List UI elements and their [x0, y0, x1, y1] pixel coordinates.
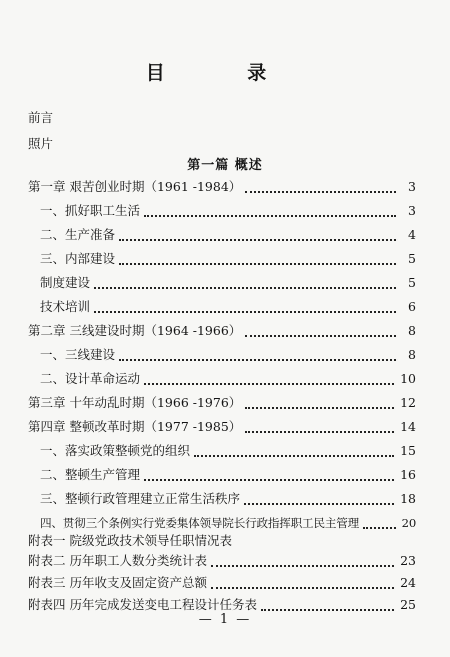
- toc-entry-label: 二、设计革命运动: [40, 371, 141, 386]
- leader-dots: [244, 491, 394, 505]
- toc-entry-label: 制度建设: [40, 275, 91, 290]
- toc-entry-appendix-3: [28, 574, 416, 592]
- toc-entry-label: 第三章 十年动乱时期（1966 -1976）: [28, 395, 242, 410]
- leader-dots: [144, 203, 396, 217]
- toc-entry: [40, 226, 416, 244]
- leader-dots: [245, 179, 396, 193]
- toc-entry-label: 附表四 历年完成发送变电工程设计任务表: [28, 597, 257, 612]
- toc-entry-page: 12: [400, 395, 416, 410]
- toc-entry: [40, 274, 416, 292]
- toc-entry-page: 15: [400, 443, 416, 458]
- leader-dots: [119, 251, 396, 265]
- leader-dots: [119, 227, 396, 241]
- leader-dots: [194, 443, 394, 457]
- toc-entry-label: 一、落实政策整顿党的组织: [40, 443, 191, 458]
- toc-entry-chapter-1: [28, 178, 416, 196]
- toc-entry-page: 4: [408, 227, 416, 242]
- toc-entry-page: 8: [408, 347, 416, 362]
- toc-entry-label: 三、内部建设: [40, 251, 116, 266]
- leader-dots: [94, 299, 396, 313]
- toc-entry-chapter-4: [28, 418, 416, 436]
- toc-entry-label: 一、三线建设: [40, 347, 116, 362]
- toc-entry: [40, 250, 416, 268]
- front-matter-photos: 照片: [28, 136, 54, 151]
- leader-dots: [236, 535, 396, 547]
- leader-dots: [144, 371, 394, 385]
- toc-entry-appendix-1: [28, 532, 416, 550]
- toc-entry-page: 5: [408, 251, 416, 266]
- toc-entry-page: 5: [408, 275, 416, 290]
- leader-dots: [119, 347, 396, 361]
- leader-dots: [94, 275, 396, 289]
- leader-dots: [245, 395, 394, 409]
- toc-entry-appendix-2: [28, 552, 416, 570]
- toc-entry-label: 第二章 三线建设时期（1964 -1966）: [28, 323, 242, 338]
- toc-entry-chapter-2: [28, 322, 416, 340]
- toc-entry: [40, 466, 416, 484]
- toc-entry-label: 附表一 院级党政技术领导任职情况表: [28, 533, 232, 548]
- page-number-footer: — 1 —: [198, 612, 252, 627]
- toc-entry-label: 附表二 历年职工人数分类统计表: [28, 553, 207, 568]
- toc-entry-page: 20: [401, 516, 416, 530]
- leader-dots: [245, 419, 394, 433]
- toc-entry-label: 一、抓好职工生活: [40, 203, 141, 218]
- toc-entry-label: 四、贯彻三个条例实行党委集体领导院长行政指挥职工民主管理: [40, 516, 360, 530]
- toc-entry: [40, 490, 416, 508]
- toc-entry-page: 25: [400, 597, 416, 612]
- toc-entry-page: 10: [400, 371, 416, 386]
- toc-entry-page: 16: [400, 467, 416, 482]
- toc-entry-chapter-3: [28, 394, 416, 412]
- front-matter-preface: 前言: [28, 110, 54, 125]
- toc-entry-page: 24: [400, 575, 416, 590]
- page-title: 目 录: [145, 62, 305, 84]
- toc-entry-label: 第一章 艰苦创业时期（1961 -1984）: [28, 179, 242, 194]
- leader-dots: [211, 575, 394, 589]
- toc-entry-page: 8: [408, 323, 416, 338]
- toc-entry-label: 技术培训: [40, 299, 91, 314]
- toc-entry-label: 二、整顿生产管理: [40, 467, 141, 482]
- toc-entry-label: 二、生产准备: [40, 227, 116, 242]
- toc-entry-page: 3: [408, 179, 416, 194]
- toc-entry-page: 23: [400, 553, 416, 568]
- toc-entry: [40, 346, 416, 364]
- leader-dots: [245, 323, 396, 337]
- toc-entry-page: 14: [400, 419, 416, 434]
- leader-dots: [211, 553, 394, 567]
- toc-entry-label: 第四章 整顿改革时期（1977 -1985）: [28, 419, 242, 434]
- toc-entry-page: 3: [408, 203, 416, 218]
- toc-entry-page: 18: [400, 491, 416, 506]
- toc-entry-label: 三、整顿行政管理建立正常生活秩序: [40, 491, 241, 506]
- leader-dots: [363, 515, 396, 529]
- toc-entry-label: 附表三 历年收支及固定资产总额: [28, 575, 207, 590]
- toc-entry: [40, 514, 416, 532]
- leader-dots: [144, 467, 394, 481]
- part-heading: 第一篇 概述: [187, 158, 263, 173]
- leader-dots: [261, 597, 394, 611]
- toc-entry: [40, 442, 416, 460]
- toc-entry: [40, 202, 416, 220]
- toc-entry: [40, 370, 416, 388]
- toc-entry-page: 6: [408, 299, 416, 314]
- toc-entry: [40, 298, 416, 316]
